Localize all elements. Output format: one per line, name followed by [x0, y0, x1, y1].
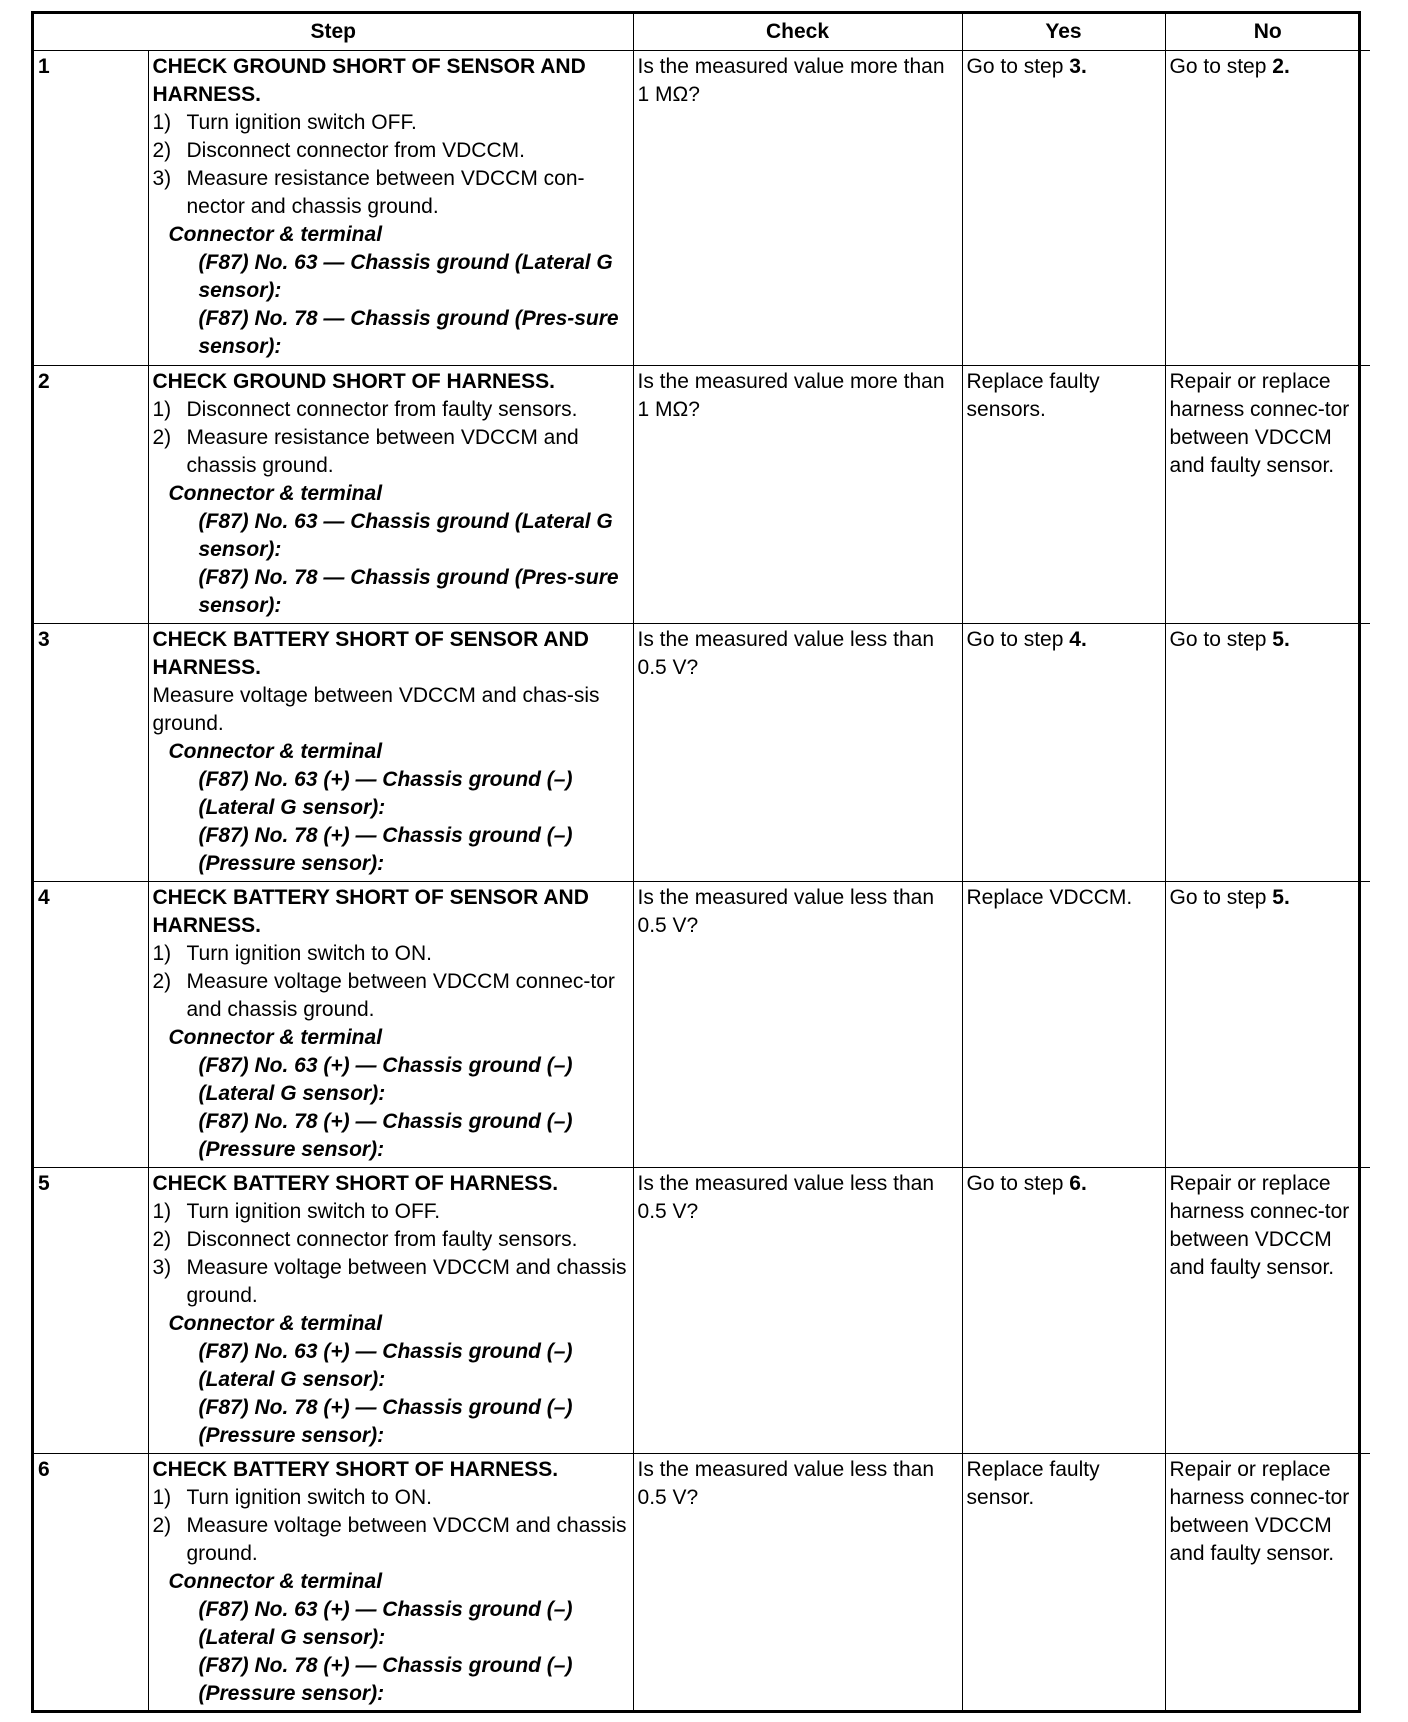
step-instructions [148, 624, 633, 882]
connector-terminal-spec: (F87) No. 78 — Chassis ground (Pres-sure sensor): [198, 566, 619, 617]
check-question: Is the measured value less than 0.5 V? [633, 624, 962, 882]
instruction-item: 1) Turn ignition switch to ON. [152, 1486, 432, 1509]
yes-action: Replace faulty sensor. [962, 1454, 1165, 1711]
table-row [34, 882, 1370, 1168]
header-no: No [1165, 14, 1370, 51]
connector-terminal-spec: (F87) No. 78 (+) — Chassis ground (–) (Pressure sensor): [198, 1396, 573, 1447]
instruction-text: Measure voltage between VDCCM and chas-sis ground. [152, 684, 600, 735]
check-question: Is the measured value more than 1 MΩ? [633, 366, 962, 624]
table-row [34, 624, 1370, 882]
yes-action: Go to step 3. [962, 51, 1165, 366]
table-row [34, 366, 1370, 624]
instruction-item: 3) Measure resistance between VDCCM con-nector and chassis ground. [152, 167, 585, 218]
no-action: Repair or replace harness connec-tor between VDCCM and faulty sensor. [1165, 1168, 1370, 1454]
instruction-item: 3) Measure voltage between VDCCM and chassis ground. [152, 1256, 627, 1307]
connector-terminal-label: Connector & terminal [168, 740, 383, 763]
yes-action: Replace VDCCM. [962, 882, 1165, 1168]
table-row [34, 1168, 1370, 1454]
no-action: Go to step 5. [1165, 882, 1370, 1168]
connector-terminal-spec: (F87) No. 63 — Chassis ground (Lateral G sensor): [198, 251, 613, 302]
diagnostic-procedure-sheet [31, 11, 1361, 1713]
step-instructions [148, 1168, 633, 1454]
step-number: 4 [34, 882, 148, 1168]
check-question: Is the measured value less than 0.5 V? [633, 1454, 962, 1711]
instruction-item: 1) Disconnect connector from faulty sensors. [152, 398, 578, 421]
step-title: CHECK GROUND SHORT OF HARNESS. [152, 370, 556, 393]
connector-terminal-label: Connector & terminal [168, 1312, 383, 1335]
instruction-item: 2) Measure voltage between VDCCM connec-tor and chassis ground. [152, 970, 615, 1021]
table-header-row [34, 14, 1370, 51]
connector-terminal-spec: (F87) No. 63 — Chassis ground (Lateral G sensor): [198, 510, 613, 561]
step-number: 5 [34, 1168, 148, 1454]
yes-action: Replace faulty sensors. [962, 366, 1165, 624]
yes-action: Go to step 6. [962, 1168, 1165, 1454]
connector-terminal-spec: (F87) No. 78 — Chassis ground (Pres-sure sensor): [198, 307, 619, 358]
diagnostic-table [34, 14, 1370, 1710]
instruction-item: 1) Turn ignition switch OFF. [152, 111, 417, 134]
step-instructions [148, 1454, 633, 1711]
step-instructions [148, 51, 633, 366]
step-title: CHECK BATTERY SHORT OF HARNESS. [152, 1172, 559, 1195]
step-instructions [148, 882, 633, 1168]
step-title: CHECK BATTERY SHORT OF HARNESS. [152, 1458, 559, 1481]
header-step: Step [34, 14, 633, 51]
step-title: CHECK GROUND SHORT OF SENSOR AND HARNESS. [152, 55, 586, 106]
instruction-item: 2) Measure resistance between VDCCM and chassis ground. [152, 426, 579, 477]
connector-terminal-spec: (F87) No. 63 (+) — Chassis ground (–) (Lateral G sensor): [198, 1054, 573, 1105]
connector-terminal-spec: (F87) No. 63 (+) — Chassis ground (–) (Lateral G sensor): [198, 768, 573, 819]
step-instructions [148, 366, 633, 624]
instruction-item: 2) Measure voltage between VDCCM and chassis ground. [152, 1514, 627, 1565]
step-number: 6 [34, 1454, 148, 1711]
connector-terminal-spec: (F87) No. 78 (+) — Chassis ground (–) (Pressure sensor): [198, 1110, 573, 1161]
step-title: CHECK BATTERY SHORT OF SENSOR AND HARNESS. [152, 886, 589, 937]
check-question: Is the measured value less than 0.5 V? [633, 1168, 962, 1454]
connector-terminal-label: Connector & terminal [168, 223, 383, 246]
table-row [34, 1454, 1370, 1711]
connector-terminal-spec: (F87) No. 78 (+) — Chassis ground (–) (Pressure sensor): [198, 824, 573, 875]
no-action: Repair or replace harness connec-tor between VDCCM and faulty sensor. [1165, 366, 1370, 624]
step-number: 2 [34, 366, 148, 624]
instruction-item: 1) Turn ignition switch to ON. [152, 942, 432, 965]
step-number: 3 [34, 624, 148, 882]
header-check: Check [633, 14, 962, 51]
no-action: Go to step 5. [1165, 624, 1370, 882]
instruction-item: 2) Disconnect connector from VDCCM. [152, 139, 525, 162]
instruction-item: 1) Turn ignition switch to OFF. [152, 1200, 441, 1223]
table-row [34, 51, 1370, 366]
yes-action: Go to step 4. [962, 624, 1165, 882]
connector-terminal-spec: (F87) No. 63 (+) — Chassis ground (–) (Lateral G sensor): [198, 1340, 573, 1391]
check-question: Is the measured value more than 1 MΩ? [633, 51, 962, 366]
connector-terminal-spec: (F87) No. 63 (+) — Chassis ground (–) (Lateral G sensor): [198, 1598, 573, 1649]
connector-terminal-label: Connector & terminal [168, 482, 383, 505]
connector-terminal-spec: (F87) No. 78 (+) — Chassis ground (–) (Pressure sensor): [198, 1654, 573, 1705]
no-action: Go to step 2. [1165, 51, 1370, 366]
step-number: 1 [34, 51, 148, 366]
check-question: Is the measured value less than 0.5 V? [633, 882, 962, 1168]
step-title: CHECK BATTERY SHORT OF SENSOR AND HARNESS. [152, 628, 589, 679]
no-action: Repair or replace harness connec-tor between VDCCM and faulty sensor. [1165, 1454, 1370, 1711]
instruction-item: 2) Disconnect connector from faulty sensors. [152, 1228, 578, 1251]
header-yes: Yes [962, 14, 1165, 51]
connector-terminal-label: Connector & terminal [168, 1570, 383, 1593]
connector-terminal-label: Connector & terminal [168, 1026, 383, 1049]
